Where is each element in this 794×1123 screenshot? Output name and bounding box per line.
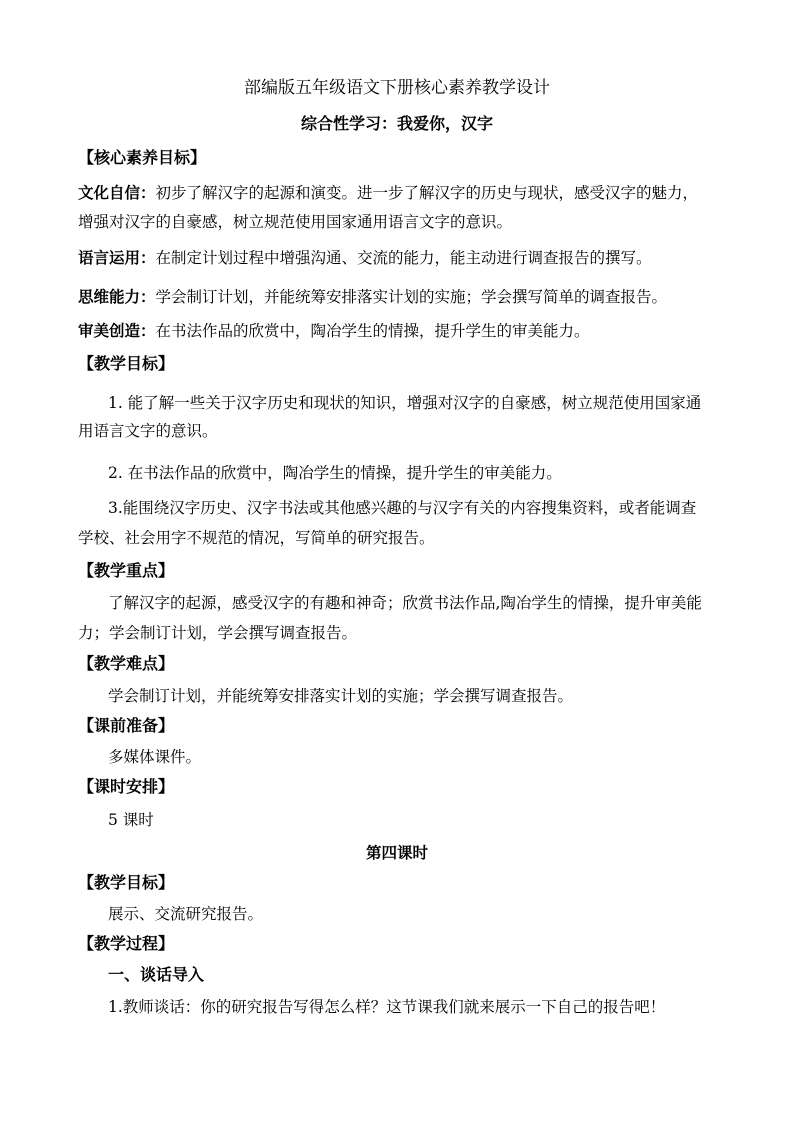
lesson-goals-heading: 【教学目标】 (78, 873, 175, 892)
goal-1-line-2: 用语言文字的意识。 (78, 422, 218, 440)
goal-1-line-1: 1. 能了解一些关于汉字历史和现状的知识，增强对汉字的自豪感，树立规范使用国家通 (108, 394, 702, 412)
culture-goal-line-1 (78, 183, 698, 203)
aesthetic-goal (78, 321, 590, 341)
document-title: 部编版五年级语文下册核心素养教学设计 (244, 78, 550, 98)
thinking-text: 学会制订计划，并能统筹安排落实计划的实施；学会撰写简单的调查报告。 (155, 288, 668, 306)
thinking-label: 思维能力： (78, 287, 156, 306)
key-points-heading: 【教学重点】 (78, 561, 175, 580)
culture-text-1: 初步了解汉字的起源和演变。进一步了解汉字的历史与现状，感受汉字的魅力， (155, 184, 699, 202)
step-1-heading: 一、谈话导入 (108, 965, 205, 984)
lesson-title: 第四课时 (365, 843, 428, 862)
difficulties-text: 学会制订计划，并能统筹安排落实计划的实施；学会撰写调查报告。 (108, 687, 574, 705)
aesthetic-text: 在书法作品的欣赏中，陶冶学生的情操，提升学生的审美能力。 (155, 322, 590, 340)
difficulties-heading: 【教学难点】 (78, 654, 175, 673)
culture-goal-line-2: 增强对汉字的自豪感，树立规范使用国家通用语言文字的意识。 (78, 213, 513, 231)
prep-heading: 【课前准备】 (78, 716, 175, 735)
prep-text: 多媒体课件。 (108, 748, 202, 766)
key-points-line-1: 了解汉字的起源，感受汉字的有趣和神奇；欣赏书法作品,陶冶学生的情操，提升审美能 (108, 594, 702, 612)
core-goals-heading: 【核心素养目标】 (78, 148, 207, 167)
step-1-text: 1.教师谈话：你的研究报告写得怎么样？这节课我们就来展示一下自己的报告吧！ (108, 998, 666, 1016)
process-heading: 【教学过程】 (78, 934, 175, 953)
goal-2: 2. 在书法作品的欣赏中，陶冶学生的情操，提升学生的审美能力。 (108, 464, 562, 482)
goal-3-line-1: 3.能围绕汉字历史、汉字书法或其他感兴趣的与汉字有关的内容搜集资料，或者能调查 (108, 499, 697, 517)
schedule-text: 5 课时 (108, 811, 154, 829)
teaching-goals-heading: 【教学目标】 (78, 354, 175, 373)
schedule-heading: 【课时安排】 (78, 777, 175, 796)
key-points-line-2: 力；学会制订计划，学会撰写调查报告。 (78, 624, 358, 642)
language-goal (78, 248, 652, 268)
culture-label: 文化自信： (78, 183, 156, 202)
goal-3-line-2: 学校、社会用字不规范的情况，写简单的研究报告。 (78, 529, 435, 547)
lesson-goals-text: 展示、交流研究报告。 (108, 905, 264, 923)
language-label: 语言运用： (78, 248, 156, 267)
thinking-goal (78, 287, 667, 307)
document-subtitle: 综合性学习：我爱你，汉字 (300, 114, 493, 133)
aesthetic-label: 审美创造： (78, 321, 156, 340)
language-text: 在制定计划过程中增强沟通、交流的能力，能主动进行调查报告的撰写。 (155, 249, 652, 267)
